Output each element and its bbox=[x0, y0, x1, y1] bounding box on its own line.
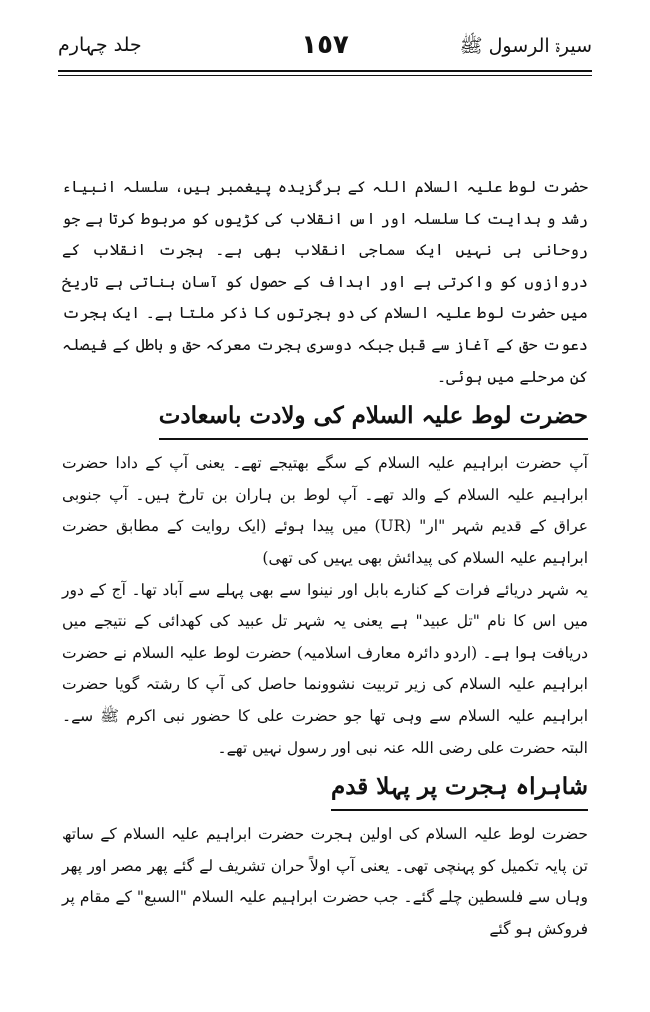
page-number: ١٥٧ bbox=[301, 30, 349, 60]
header-rule bbox=[58, 70, 592, 76]
birth-paragraph: آپ حضرت ابراہیم علیہ السلام کے سگے بھتیجے تھے۔ یعنی آپ کے دادا حضرت ابراہیم علیہ السلام کے والد تھے۔ آپ لوط بن ہاران بن تارخ ہیں۔ آپ جنوبی عراق کے قدیم شہر "ار" (UR) میں پیدا ہوئے (ایک روایت کے مطابق حضرت ابراہیم علیہ السلام کی پیدائش بھی یہیں کی تھی) bbox=[62, 454, 588, 567]
section-heading-wrap bbox=[62, 399, 588, 440]
section-heading-birth: حضرت لوط علیہ السلام کی ولادت باسعادت bbox=[159, 399, 588, 440]
section-heading-hijrat: شاہراہ ہجرت پر پہلا قدم bbox=[331, 770, 588, 811]
section-heading-wrap bbox=[62, 770, 588, 811]
hijrat-paragraph: حضرت لوط علیہ السلام کی اولین ہجرت حضرت ابراہیم علیہ السلام کے ساتھ تن پایہ تکمیل کو پہنچی تھی۔ یعنی آپ اولاً حران تشریف لے گئے پھر مصر اور پھر وہاں سے فلسطین چلے گئے۔ جب حضرت ابراہیم علیہ السلام "السبع" کے مقام پر فروکش ہو گئے bbox=[62, 825, 588, 938]
volume-label: جلد چہارم bbox=[58, 34, 142, 56]
intro-paragraph: حضرت لوط علیہ السلام اللہ کے برگزیدہ پیغمبر ہیں، سلسلہ انبیاء رشد و ہدایت کا سلسلہ اور اس انقلاب کی کڑیوں کو مربوط کرتا ہے جو روحانی ہی نہیں ایک سماجی انقلاب بھی ہے۔ ہجرت انقلاب کے دروازوں کو واکرتی ہے اور اہداف کے حصول کو آسان بناتی ہے تاریخ میں حضرت لوط علیہ السلام کی دو ہجرتوں کا ذکر ملتا ہے۔ ایک ہجرت دعوت حق کے آغاز سے قبل جبکہ دوسری ہجرت معرکہ حق و باطل کے فیصلہ کن مرحلے میں ہوئی۔ bbox=[62, 178, 588, 386]
page-body bbox=[62, 172, 588, 945]
running-header bbox=[58, 30, 592, 66]
city-paragraph: یہ شہر دریائے فرات کے کنارے بابل اور نینوا سے بھی پہلے سے آباد تھا۔ آج کے دور میں اس کا نام "تل عبید" ہے یعنی یہ شہر تل عبید کی کھدائی کے نتیجے میں دریافت ہوا ہے۔ (اردو دائرہ معارف اسلامیہ) حضرت لوط علیہ السلام نے حضرت ابراہیم علیہ السلام کی زیر تربیت نشوونما حاصل کی آپ کا رشتہ گویا حضرت ابراہیم علیہ السلام سے وہی تھا جو حضرت علی کا حضور نبی اکرم ﷺ سے۔ البتہ حضرت علی رضی اللہ عنہ نبی اور رسول نہیں تھے۔ bbox=[62, 580, 588, 757]
book-title: سیرۃ الرسول ﷺ bbox=[459, 35, 592, 57]
